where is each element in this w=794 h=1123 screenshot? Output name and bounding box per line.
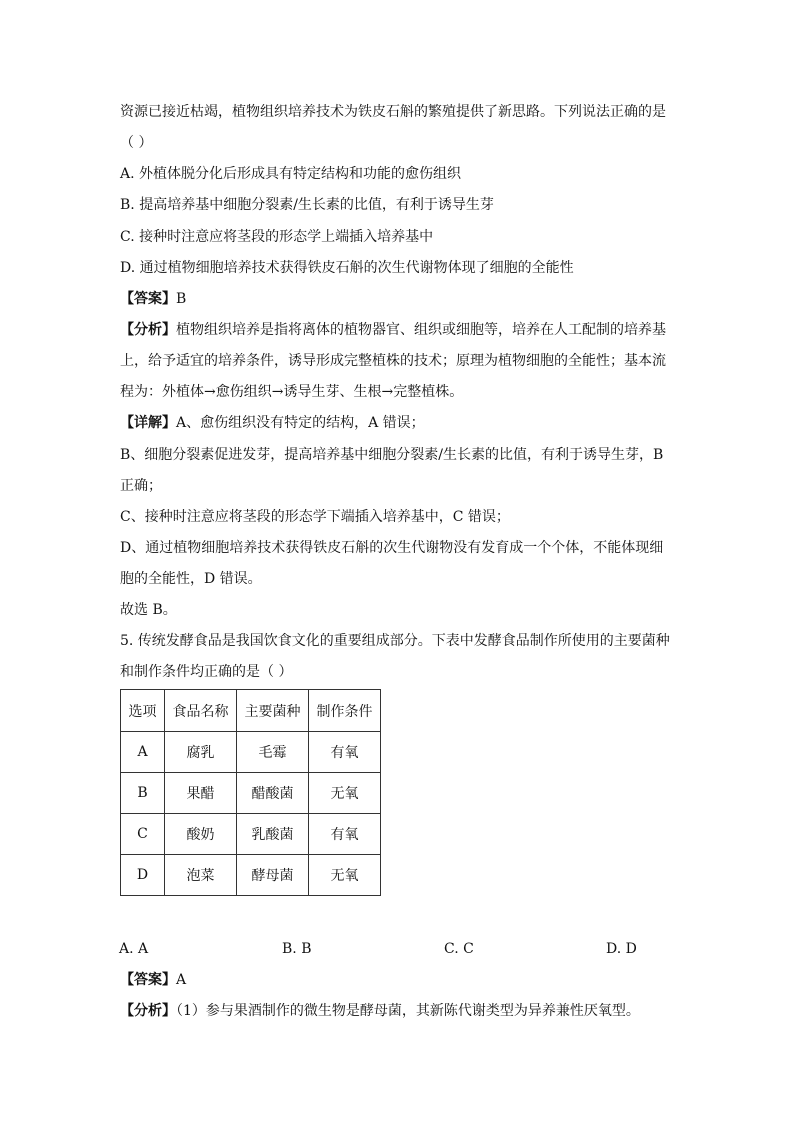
q4-detail-line-5: D、通过植物细胞培养技术获得铁皮石斛的次生代谢物没有发育成一个个体，不能体现细 xyxy=(120,540,664,556)
q5-stem-line-1: 5. 传统发酵食品是我国饮食文化的重要组成部分。下表中发酵食品制作所使用的主要菌种 xyxy=(120,633,670,649)
q5-answer-value: A xyxy=(176,972,187,988)
table-cell: B xyxy=(121,773,165,814)
table-cell: 无氧 xyxy=(309,855,381,896)
table-row xyxy=(121,732,381,773)
table-cell: D xyxy=(121,855,165,896)
table-header-cell: 制作条件 xyxy=(309,690,381,732)
q5-option-b: B. B xyxy=(282,941,312,957)
q5-option-d: D. D xyxy=(606,941,637,957)
table-row xyxy=(121,855,381,896)
table-cell: 醋酸菌 xyxy=(237,773,309,814)
q4-detail-line-6: 胞的全能性，D 错误。 xyxy=(120,571,262,587)
table-cell: 无氧 xyxy=(309,773,381,814)
q5-analysis-tag: 【分析】 xyxy=(120,1003,176,1019)
table-cell: 酸奶 xyxy=(165,814,237,855)
q4-stem-line-2: （ ） xyxy=(120,135,153,151)
q4-detail-line-4: C、接种时注意应将茎段的形态学下端插入培养基中，C 错误； xyxy=(120,509,510,525)
q4-answer-value: B xyxy=(176,291,187,307)
q5-option-c: C. C xyxy=(444,941,474,957)
table-cell: 泡菜 xyxy=(165,855,237,896)
q4-analysis-tag: 【分析】 xyxy=(120,322,176,338)
q4-detail-line-7: 故选 B。 xyxy=(120,602,177,618)
q4-analysis-line-2: 上，给予适宜的培养条件，诱导形成完整植株的技术；原理为植物细胞的全能性；基本流 xyxy=(120,353,666,369)
q4-analysis-line-1 xyxy=(120,320,666,340)
table-cell: 有氧 xyxy=(309,814,381,855)
table-cell: 有氧 xyxy=(309,732,381,773)
q4-answer-tag: 【答案】 xyxy=(120,291,176,307)
table-header-cell: 选项 xyxy=(121,690,165,732)
q4-option-a: A. 外植体脱分化后形成具有特定结构和功能的愈伤组织 xyxy=(120,166,462,182)
q4-detail-line-1 xyxy=(120,413,425,433)
q4-detail-line-3: 正确； xyxy=(120,478,162,494)
q4-option-d: D. 通过植物细胞培养技术获得铁皮石斛的次生代谢物体现了细胞的全能性 xyxy=(120,260,574,276)
q4-detail-text-1: A、愈伤组织没有特定的结构，A 错误； xyxy=(176,415,425,431)
table-header-row xyxy=(121,690,381,732)
q5-answer xyxy=(120,970,186,990)
table-header-cell: 食品名称 xyxy=(165,690,237,732)
table-cell: 果醋 xyxy=(165,773,237,814)
q5-analysis-text: （1）参与果酒制作的微生物是酵母菌，其新陈代谢类型为异养兼性厌氧型。 xyxy=(176,1003,640,1019)
q4-answer xyxy=(120,289,186,309)
table-cell: 乳酸菌 xyxy=(237,814,309,855)
q4-analysis-text-1: 植物组织培养是指将离体的植物器官、组织或细胞等，培养在人工配制的培养基 xyxy=(176,322,666,338)
q4-detail-tag: 【详解】 xyxy=(120,415,176,431)
table-row xyxy=(121,773,381,814)
table-header-cell: 主要菌种 xyxy=(237,690,309,732)
q5-option-a: A. A xyxy=(119,941,149,957)
q5-answer-tag: 【答案】 xyxy=(120,972,176,988)
table-cell: C xyxy=(121,814,165,855)
q4-detail-line-2: B、细胞分裂素促进发芽，提高培养基中细胞分裂素/生长素的比值，有利于诱导生芽，B xyxy=(120,447,664,463)
q4-option-b: B. 提高培养基中细胞分裂素/生长素的比值，有利于诱导生芽 xyxy=(120,197,494,213)
table-row xyxy=(121,814,381,855)
q5-fermentation-table xyxy=(120,689,381,896)
q4-stem-line-1: 资源已接近枯竭，植物组织培养技术为铁皮石斛的繁殖提供了新思路。下列说法正确的是 xyxy=(120,104,666,120)
q4-option-c: C. 接种时注意应将茎段的形态学上端插入培养基中 xyxy=(120,229,434,245)
table-cell: 腐乳 xyxy=(165,732,237,773)
q4-analysis-line-3: 程为：外植体→愈伤组织→诱导生芽、生根→完整植株。 xyxy=(120,384,464,400)
table-cell: A xyxy=(121,732,165,773)
table-cell: 毛霉 xyxy=(237,732,309,773)
q5-stem-line-2: 和制作条件均正确的是（ ） xyxy=(120,664,293,680)
q5-analysis-line xyxy=(120,1001,640,1021)
table-cell: 酵母菌 xyxy=(237,855,309,896)
